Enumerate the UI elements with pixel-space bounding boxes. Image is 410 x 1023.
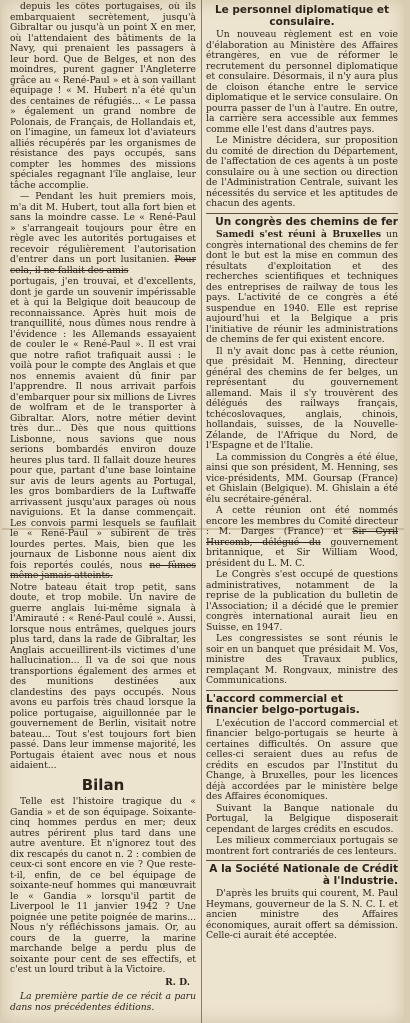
text-run: Sir Cyril Hurcomb, délégué du: [206, 526, 398, 548]
article-paragraph: Notre bateau était trop petit, sans doute, et trop mobile. Un navire de guerre anglais lui-même signala à l'Amirauté : « René-Paul coulé ». Aussi, lorsque nous entrâmes, quelques jours plus tard, dans la rade de Gibraltar, les Anglais accueillirent-ils victimes d'une hallucination... Il va de soi que nous transportions également des armes et des munitions destinées aux clandestins des pays occupés. Nous avons eu parfois très chaud lorsque la police portugaise, aiguillonnée par le gouvernement de Berlin, visitait notre bateau... Tout s'est toujours fort bien passé. Dans leur immense majorité, les Portugais étaient avec nous et nous aidaient...: [10, 581, 196, 771]
article-paragraph: Un nouveau règlement est en voie d'élaboration au Ministère des Affaires étrangères, en vue de réformer le recrutement du personnel diplomatique et consulaire. Désormais, il n'y aura plus de cloison étanche entre le service diplomatique et le service consulaire. On pourra passer de l'un à l'autre. En outre, la carrière sera accessible aux femmes comme elle l'est dans d'autres pays.: [206, 29, 398, 135]
text-run: Pour cela, il ne fallait des amis: [10, 254, 196, 276]
article-paragraph: [206, 506, 398, 569]
author-signature: R. D.: [165, 976, 190, 988]
section-heading-bilan: Bilan: [81, 775, 125, 794]
article-paragraph: depuis les côtes portugaises, où ils embarquaient secrètement, jusqu'à Gibraltar ou jusqu'à un point X en mer, où l'attendaient des bâtiments de la Navy, qui prenaient les passagers à leur bord. Que de Belges, et non des moindres, purent gagner l'Angleterre grâce au « René-Paul » et à son vaillant équipage ! « M. Hubert n'a été qu'un des centaines de réfugiés... « Le passa » également un grand nombre de Polonais, de Français, de Hollandais et, on l'imagine, un fameux lot d'aviateurs alliés récupérés par les organismes de résistance des pays occupés, sans compter les hommes des missions spéciales regagnant l'île anglaise, leur tâche accomplie.: [10, 2, 196, 191]
editor-note: La première partie de ce récit a paru dans nos précédentes éditions.: [10, 991, 196, 1013]
heading-diplomatic-staff: Le personnel diplomatique et consulaire.: [214, 4, 390, 28]
article-paragraph: Les congressistes se sont réunis le soir en un banquet que présidait M. Vos, ministre des Travaux publics, remplaçant M. Rongvaux, ministre des Communications.: [206, 633, 398, 686]
article-paragraph: Suivant la Banque nationale du Portugal, la Belgique disposerait cependant de larges crédits en escudos.: [206, 802, 398, 835]
heading-credit-society: A la Société Nationale de Crédit à l'Industrie.: [209, 863, 398, 887]
article-paragraph: D'après les bruits qui courent, M. Paul Heymans, gouverneur de la S. N. C. I. et ancien ministre des Affaires économiques, aurait offert sa démission. Celle-ci aurait été acceptée.: [206, 888, 398, 941]
text-run: ne fûmes même jamais atteints.: [10, 559, 196, 581]
right-column: [206, 2, 398, 1023]
newspaper-clipping: [2, 0, 404, 1023]
article-paragraph: [10, 277, 196, 582]
heading-trade-agreement: L'accord commercial et financier belgo-portugais.: [206, 692, 360, 716]
left-column: [10, 2, 196, 1023]
column-divider: [201, 0, 202, 1023]
article-paragraph: L'exécution de l'accord commercial et financier belgo-portugais se heurte à certaines difficultés. On assure que celles-ci seraient dues au refus de crédits en escudos par l'Institut du Change, à Bruxelles, pour les licences déjà accordées par le ministère belge des Affaires économiques.: [206, 717, 398, 802]
article-paragraph: Le Ministre décidera, sur proposition du comité de direction du Département, de l'affectation de ces agents à un poste consulaire ou à une section ou direction de l'Administration Centrale, suivant les nécessités du service et les aptitudes de chacun des agents.: [206, 135, 398, 209]
article-paragraph: La commission du Congrès a été élue, ainsi que son président, M. Henning, ses vice-présidents, MM. Goursap (France) et Ghislain (Belgique). M. Ghislain a été élu secrétaire-général.: [206, 451, 398, 505]
article-paragraph: [206, 230, 398, 346]
section-rule: [206, 860, 398, 861]
article-paragraph: Il n'y avait donc pas à cette réunion, que présidait M. Henning, directeur général des chemins de fer belges, un représentant du gouvernement allemand. Mais il s'y trouvèrent des délégués des railways français, tchécoslovaques, anglais, chinois, hollandais, suisses, de la Nouvelle-Zélande, de l'Afrique du Nord, de l'Espagne et de l'Italie.: [206, 345, 398, 451]
text-run: — Pendant les huit premiers mois, m'a dit M. Hubert, tout alla fort bien et sans la moindre casse. Le « René-Paul » s'arrangeait toujours pour être en règle avec les autorités portugaises et recevoir régulièrement l'autorisation d'entrer dans un port lusitanien.: [10, 191, 196, 265]
article-paragraph: Les milieux commerciaux portugais se montrent fort contrariés de ces lenteurs.: [206, 835, 398, 857]
article-paragraph: Telle est l'histoire tragique du « Gandia » et de son équipage. Soixante-cinq hommes perdus en mer; deux autres périrent plus tard dans une autre aventure. Et n'ignorez tout des dix rescapés du canot n. 2 : combien de ceux-ci sont encore en vie ? Que reste-t-il, enfin, de ce bel équipage de soixante-neuf hommes qui manœuvrait le « Gandia » lorsqu'il partit de Liverpool le 11 janvier 1942 ? Une poignée une petite poignée de marins... Nous n'y réfléchissons jamais. Or, au cours de la guerre, la marine marchande belge a perdu plus de soixante pour cent de ses effectifs, et c'est un lourd tribut à la Victoire.: [10, 796, 196, 975]
article-paragraph: Le Congrès s'est occupé de questions administratives, notamment de la reprise de la publication du bulletin de l'Association; il a décidé que le premier congrès international aurait lieu en Suisse, en 1947.: [206, 569, 398, 633]
text-run: portugais, j'en trouvai, et d'excellents, dont je garde un souvenir impérissable et à qui la Belgique doit beaucoup de reconnaissance. Après huit mois de tranquillité, nous dûmes nous rendre à l'évidence : les Allemands essayaient de couler le « René-Paul ». Il est vrai que notre rafiot trafiquait aussi : le voilà pour le compte des Anglais et que nos ennemis avaient dû finir par l'apprendre. Il nous arrivait parfois d'embarquer pour six millions de Livres de wolfram et de le transporter à Gibraltar. Alors, notre métier devint très dur... Dès que nous quittions Lisbonne, nous savions que nous serions bombardés environ douze heures plus tard. Il fallait douze heures pour que, partant d'une base lointaine sur avis de leurs agents au Portugal, les gros bombardiers de la Luftwaffe arrivassent jusqu'aux parages où nous naviguions. Et la danse commençait. Les convois parmi lesquels se faufilait le « René-Paul » subirent de très lourdes pertes. Mais, bien que les journaux de Lisbonne nous aient dix fois reportés coulés, nous: [10, 276, 196, 571]
heading-railway-congress: Un congrès des chemins de fer: [215, 215, 398, 228]
lead-text: Samedi s'est réuni à Bruxelles: [216, 229, 382, 240]
text-run: A cette réunion ont été nommés encore les membres du Comité directeur : M. Darges (France) et: [206, 505, 398, 537]
article-paragraph: [10, 192, 196, 276]
section-rule: [206, 690, 398, 691]
text-run: gouvernement britannique, et Sir William Wood, président du L. M. C.: [206, 536, 398, 569]
text-run: un congrès international des chemins de fer dont le but est la mise en commun des résultats d'exploitation et des recherches scientifiques et techniques des entreprises de railway de tous les pays. L'activité de ce congrès a été suspendue en 1940. Elle est reprise aujourd'hui et la Belgique a pris l'initiative de réunir les administrations de chemins de fer qui existent encore.: [206, 229, 398, 345]
section-rule: [206, 213, 398, 214]
